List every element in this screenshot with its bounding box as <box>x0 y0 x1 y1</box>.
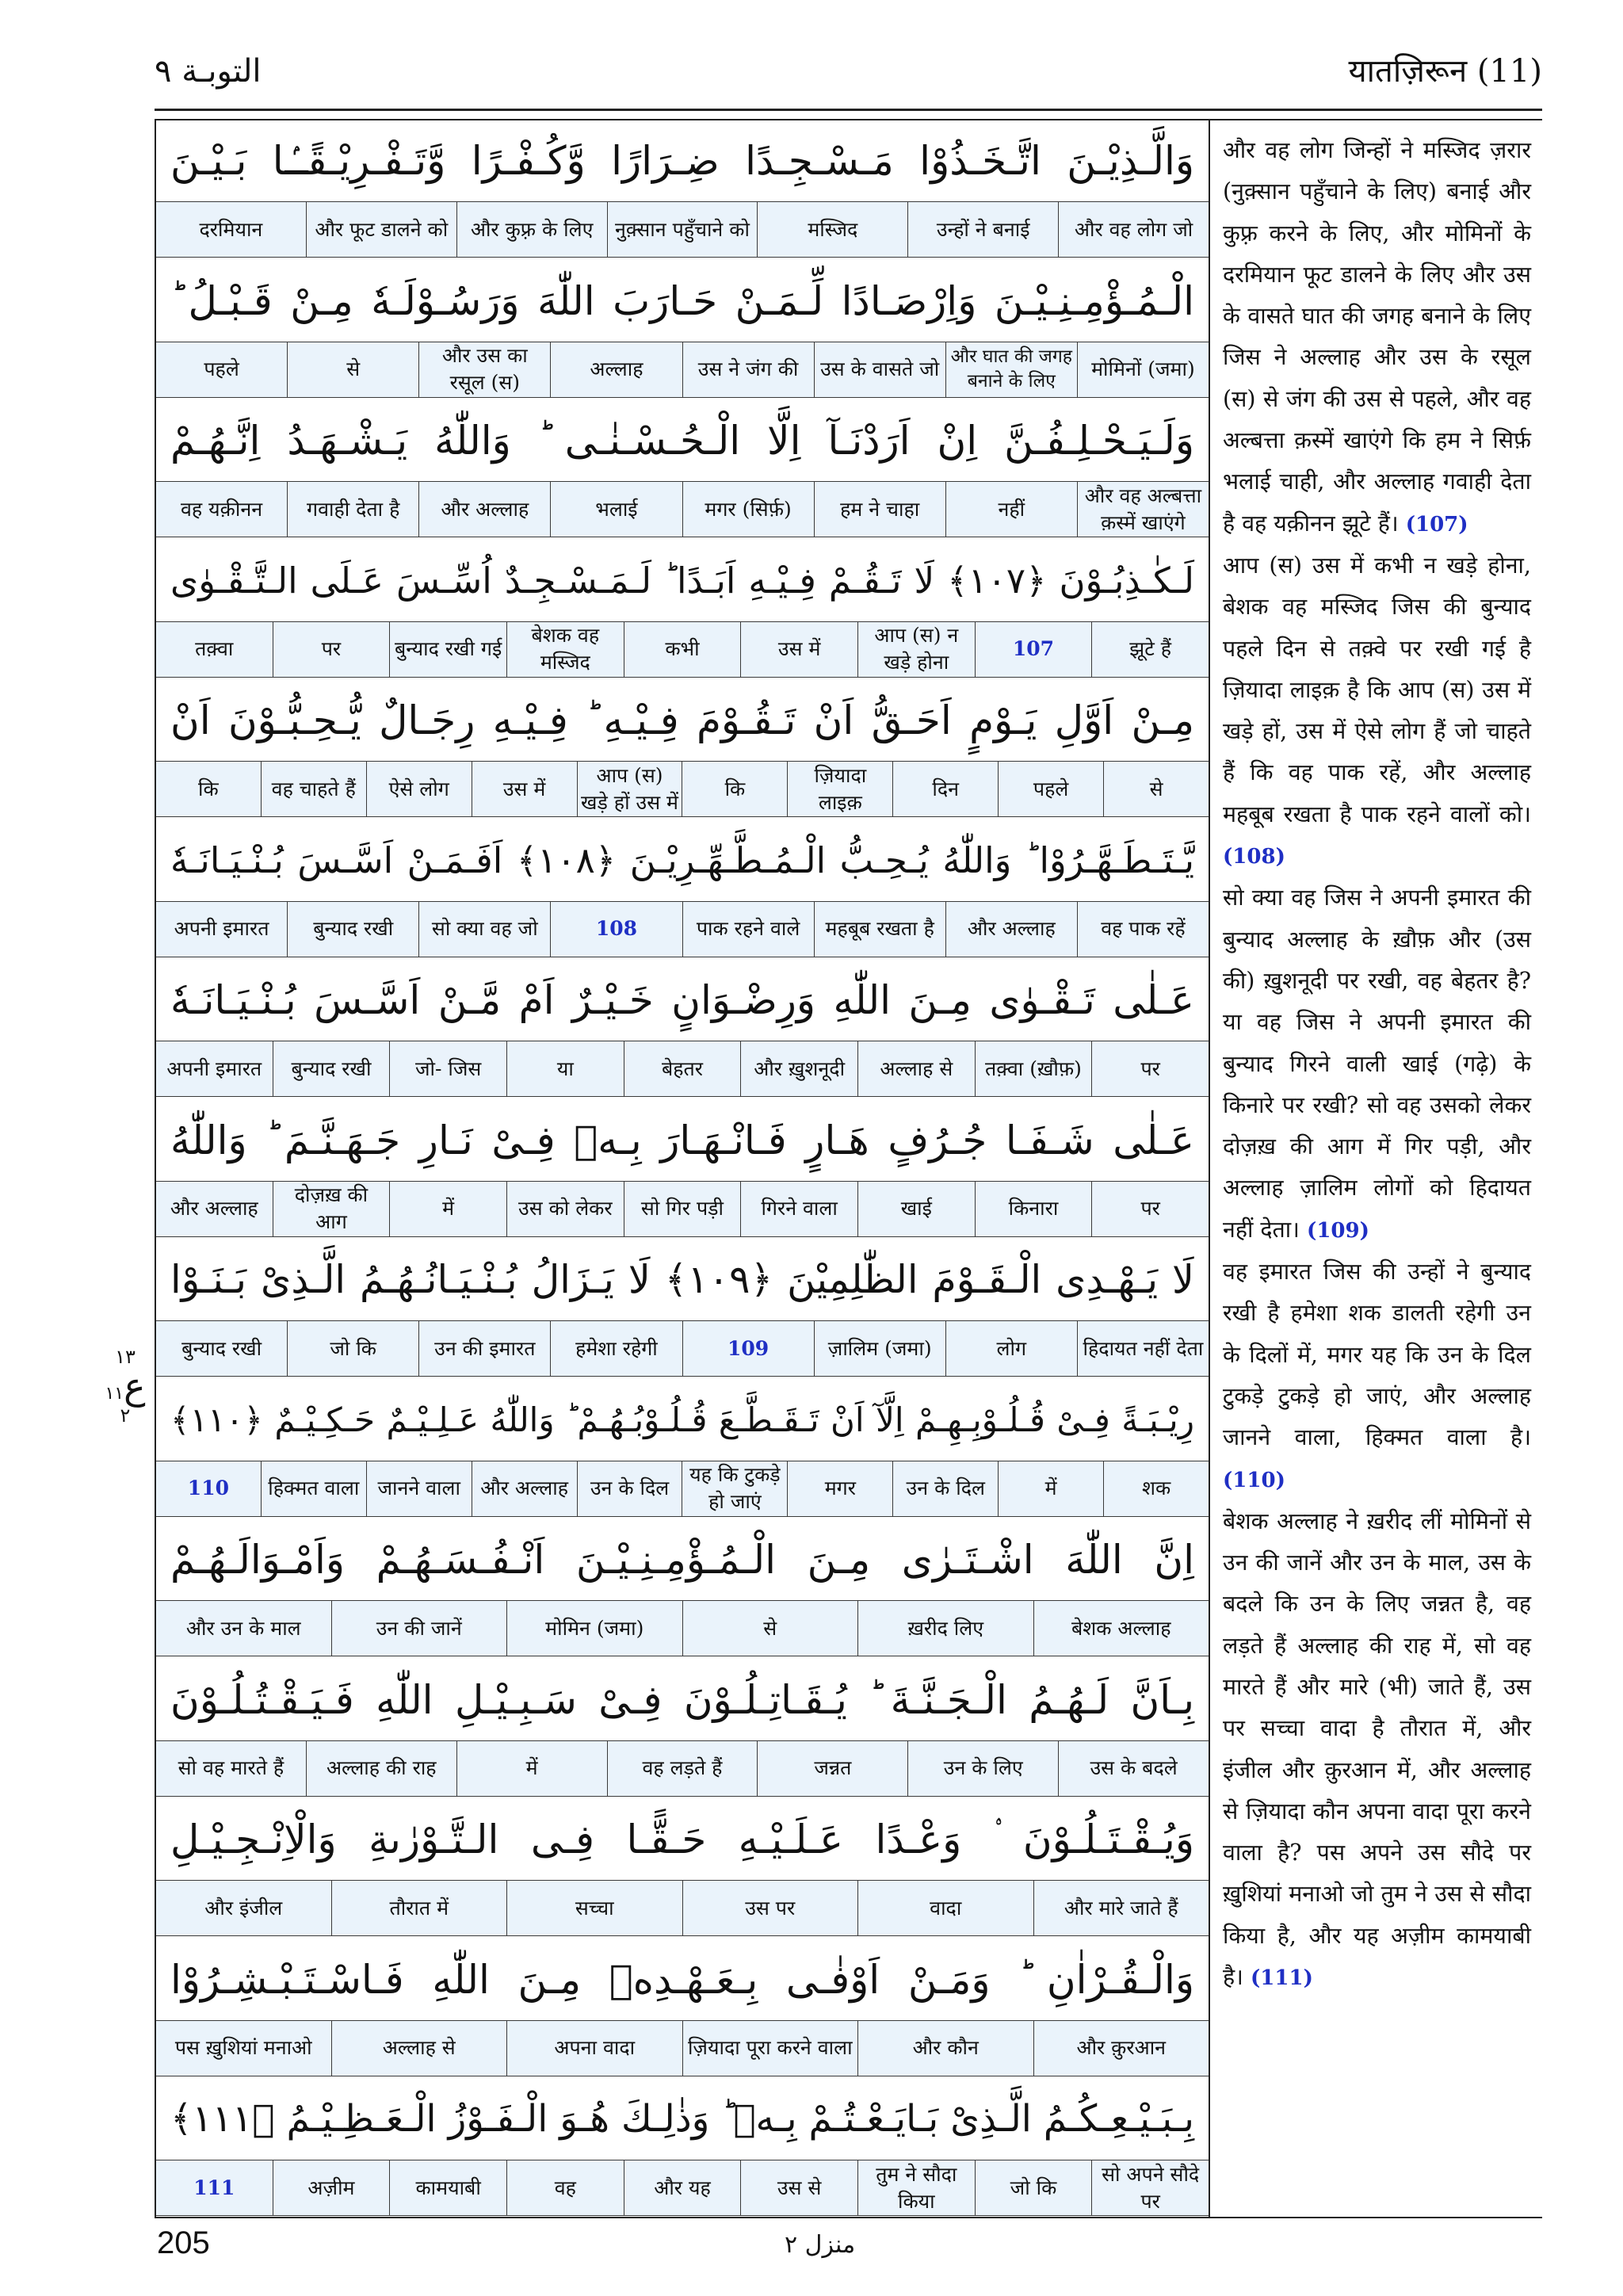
word-cell: पर <box>1091 1041 1209 1096</box>
word-cell: जानने वाला <box>366 1461 472 1516</box>
ruku-bottom-number: ١١ <box>105 1384 124 1404</box>
word-cell: सो गिर पड़ी <box>624 1182 741 1236</box>
word-cell: उस को लेकर <box>506 1182 624 1236</box>
verse-line-block <box>156 960 1209 1100</box>
verse-line-block <box>156 820 1209 961</box>
page-number: 205 <box>157 2225 210 2260</box>
translation-verse-number: (110) <box>1223 1468 1285 1492</box>
arabic-line: لَـكٰـذِبُـوْنَ ﴿١٠٧﴾ لَا تَـقُـمْ فِـيْـهِ اَبَـدًا ؕ لَـمَـسْـجِـدٌ اُسِّـسَ عَـلَى الـتَّـقْـوٰى <box>156 541 1209 621</box>
word-cell: हिदायत नहीं देता <box>1077 1321 1209 1376</box>
word-cell: उन की जानें <box>331 1601 507 1656</box>
word-cell: और उन के माल <box>185 1616 301 1640</box>
word-cell: हिक्मत वाला <box>261 1461 366 1516</box>
word-cell: अल्लाह की राह <box>306 1741 456 1796</box>
word-cell: में <box>998 1461 1103 1516</box>
word-cell: कभी <box>624 622 741 677</box>
word-cell: पस ख़ुशियां मनाओ <box>174 2036 312 2060</box>
word-cell: से <box>287 342 418 397</box>
verse-number-cell: 107 <box>975 622 1092 677</box>
word-cell: यह कि टुकड़े हो जाएं <box>682 1461 787 1516</box>
word-cell: सच्चा <box>506 1881 682 1935</box>
manzil-label: منزل ٢ <box>785 2231 856 2259</box>
arabic-line: يَّـتَـطَـهَّـرُوْا ؕ وَاللّٰهُ يُـحِـبُّ الْـمُـطَّـهِّـرِيْـنَ ﴿١٠٨﴾ اَفَـمَـنْ اَسَّـسَ بُـنْـيَـانَـهٗ <box>156 820 1209 901</box>
word-cell: सो क्या वह जो <box>418 902 550 957</box>
word-cell: शक <box>1103 1461 1209 1516</box>
word-cell: लोग <box>945 1321 1077 1376</box>
word-cell: वह यक़ीनन <box>181 497 263 521</box>
word-cell: पहले <box>204 357 239 381</box>
word-cell: उस के वासते जो <box>814 342 945 397</box>
word-cell: में <box>389 1182 506 1236</box>
word-cell: अल्लाह से <box>857 1041 975 1096</box>
header-rule <box>155 109 1542 111</box>
verse-line-block <box>156 2079 1209 2219</box>
arabic-line: وَيُـقْـتَـلُـوْنَ ۟ وَعْـدًا عَـلَـيْـهِ حَـقًّـا فِـى الـتَّـوْرٰىةِ وَالْاِنْـجِـيْـلِ <box>156 1799 1209 1880</box>
word-cell: और अल्लाह <box>945 902 1077 957</box>
word-cell: ज़ालिम (जमा) <box>814 1321 945 1376</box>
arabic-line: بِـاَنَّ لَـهُـمُ الْـجَـنَّـةَ ؕ يُـقَـاتِـلُـوْنَ فِـىْ سَـبِـيْـلِ اللّٰهِ فَـيَـقْـتُـلُـوْنَ <box>156 1660 1209 1740</box>
ruku-top-number: ١٣ <box>115 1346 136 1368</box>
word-cell: तक़्वा <box>195 637 234 661</box>
word-cell: सो अपने सौदे पर <box>1091 2160 1209 2215</box>
arabic-line: وَالْـقُـرْاٰنِ ؕ وَمَـنْ اَوْفٰـى بِـعَـهْـدِهٖ مِـنَ اللّٰهِ فَـاسْـتَـبْـشِـرُوْا <box>156 1939 1209 2020</box>
verse-line-block <box>156 1240 1209 1380</box>
word-cell: मगर (सिर्फ़) <box>682 482 814 537</box>
word-cell: और कुफ़्र के लिए <box>456 202 607 257</box>
word-cell: और घात की जगह बनाने के लिए <box>945 342 1077 397</box>
ruku-count: ٢ <box>120 1404 131 1427</box>
word-cell: अल्लाह से <box>331 2021 507 2076</box>
word-cell: महबूब रखता है <box>814 902 945 957</box>
word-cell: से <box>1103 762 1209 816</box>
word-cell: और फूट डालने को <box>306 202 456 257</box>
arabic-line: رِيْـبَـةً فِـىْ قُـلُـوْبِـهِـمْ اِلَّآ اَنْ تَـقَـطَّـعَ قُـلُـوْبُـهُـمْ ؕ وَاللّٰهُ عَـلِـيْـمٌ حَـكِـيْـمٌ ﴿١١٠﴾ <box>156 1380 1209 1461</box>
quran-text-panel <box>155 119 1209 2218</box>
word-cell: ऐसे लोग <box>366 762 472 816</box>
arabic-line: عَـلٰى شَـفَـا جُـرُفٍ هَـارٍ فَـانْـهَـارَ بِـهٖ فِـىْ نَـارِ جَـهَـنَّـمَ ؕ وَاللّٰهُ <box>156 1100 1209 1181</box>
word-translation-row <box>156 761 1209 817</box>
word-cell: बुन्याद रखी <box>181 1336 262 1360</box>
arabic-line: مِـنْ اَوَّلِ يَـوْمٍ اَحَـقُّ اَنْ تَـقُـوْمَ فِـيْـهِ ؕ فِـيْـهِ رِجَـالٌ يُّـحِـبُّـوْنَ اَنْ <box>156 680 1209 761</box>
juz-header: यातज़िरून (11) <box>1348 53 1542 90</box>
word-cell: और अल्लाह <box>418 482 550 537</box>
word-translation-row <box>156 481 1209 537</box>
verse-line-block <box>156 1799 1209 1939</box>
word-cell: और मारे जाते हैं <box>1033 1881 1209 1935</box>
word-cell: ज़ियादा लाइक़ <box>787 762 892 816</box>
word-cell: बुन्याद रखी <box>273 1041 390 1096</box>
arabic-line: وَالَّـذِيْـنَ اتَّـخَـذُوْا مَـسْـجِـدًا ضِـرَارًا وَّكُـفْـرًا وَّتَـفْـرِيْـقًـۢا بَـيْـنَ <box>156 120 1209 201</box>
word-cell: दरमियान <box>199 217 263 241</box>
word-cell: और अल्लाह <box>170 1197 258 1221</box>
ruku-marker <box>101 1347 149 1425</box>
verse-line-block <box>156 1100 1209 1240</box>
word-cell: उस में <box>472 762 577 816</box>
word-cell: जो कि <box>287 1321 418 1376</box>
word-cell: मस्जिद <box>757 202 907 257</box>
word-cell: और इंजील <box>204 1896 283 1920</box>
word-cell: मोमिनों (जमा) <box>1077 342 1209 397</box>
verse-line-block <box>156 400 1209 541</box>
word-cell: झूटे हैं <box>1091 622 1209 677</box>
word-cell: जो कि <box>975 2160 1092 2215</box>
word-cell: कि <box>198 777 219 800</box>
verse-line-block <box>156 261 1209 401</box>
word-cell: जन्नत <box>757 1741 907 1796</box>
word-translation-row <box>156 1461 1209 1517</box>
word-cell: अपनी इमारत <box>174 917 269 941</box>
word-cell: और उस का रसूल (स) <box>418 342 550 397</box>
word-cell: कामयाबी <box>389 2160 506 2215</box>
word-translation-row <box>156 342 1209 398</box>
word-cell: भलाई <box>550 482 682 537</box>
translation-text: सो क्या वह जिस ने अपनी इमारत की बुन्याद अल्लाह के ख़ौफ़ और (उस की) ख़ुशनूदी पर रखी, वह बेहतर है? या वह जिस ने अपनी इमारत की बुन्याद गिरने वाली खाई (गढ़े) के किनारे पर रखी? सो वह उसको लेकर दोज़ख़ की आग में गिर पड़ी, और अल्लाह ज़ालिम लोगों को हिदायत नहीं देता। <box>1223 884 1531 1243</box>
word-cell: से <box>682 1601 858 1656</box>
surah-header: التوبـة ٩ <box>155 53 262 90</box>
word-cell: उन के लिए <box>907 1741 1058 1796</box>
verse-number-cell: 111 <box>193 2176 235 2199</box>
translation-verse-number: (108) <box>1223 845 1285 869</box>
word-cell: आप (स) न खड़े होना <box>857 622 975 677</box>
word-cell: खाई <box>857 1182 975 1236</box>
verse-line-block <box>156 1660 1209 1800</box>
verse-number-cell: 109 <box>682 1321 814 1376</box>
word-cell: दोज़ख़ की आग <box>273 1182 390 1236</box>
verse-line-block <box>156 1380 1209 1520</box>
word-cell: उस से <box>740 2160 857 2215</box>
word-cell: बेहतर <box>624 1041 741 1096</box>
word-translation-row <box>156 201 1209 258</box>
word-cell: या <box>506 1041 624 1096</box>
ruku-mark <box>101 1365 149 1408</box>
word-cell: बुन्याद रखी <box>287 902 418 957</box>
word-cell: और क़ुरआन <box>1033 2021 1209 2076</box>
word-cell: और वह अल्बत्ता क़स्में खाएंगे <box>1077 482 1209 537</box>
translation-verse-number: (107) <box>1405 512 1468 537</box>
word-translation-row <box>156 1320 1209 1377</box>
arabic-line: اِنَّ اللّٰهَ اشْـتَـرٰى مِـنَ الْـمُـؤْمِـنِـيْـنَ اَنْـفُـسَـهُـمْ وَاَمْـوَالَـهُـمْ <box>156 1519 1209 1600</box>
word-cell: तक़्वा (ख़ौफ़) <box>975 1041 1092 1096</box>
word-cell: पहले <box>998 762 1103 816</box>
translation-panel <box>1209 119 1542 2218</box>
arabic-line: عَـلٰى تَـقْـوٰى مِـنَ اللّٰهِ وَرِضْـوَانٍ خَـيْـرٌ اَمْ مَّـنْ اَسَّـسَ بُـنْـيَـانَـهٗ <box>156 960 1209 1041</box>
word-cell: बेशक वह मस्जिद <box>506 622 624 677</box>
word-cell: और वह लोग जो <box>1058 202 1209 257</box>
word-cell: ख़रीद लिए <box>857 1601 1033 1656</box>
verse-line-block <box>156 541 1209 681</box>
word-cell: पर <box>1091 1182 1209 1236</box>
translation-verse-number: (111) <box>1251 1966 1313 1991</box>
word-cell: वह लड़ते हैं <box>607 1741 758 1796</box>
word-cell: नहीं <box>945 482 1077 537</box>
translation-verse-number: (109) <box>1307 1218 1369 1243</box>
word-cell: उस ने जंग की <box>682 342 814 397</box>
word-translation-row <box>156 1740 1209 1797</box>
word-cell: और यह <box>624 2160 741 2215</box>
word-cell: उस पर <box>682 1881 858 1935</box>
word-translation-row <box>156 1181 1209 1237</box>
word-cell: उस के बदले <box>1058 1741 1209 1796</box>
word-translation-row <box>156 1880 1209 1936</box>
word-cell: अल्लाह <box>550 342 682 397</box>
word-cell: पर <box>273 622 390 677</box>
word-cell: गवाही देता है <box>287 482 418 537</box>
word-translation-row <box>156 2160 1209 2216</box>
word-cell: किनारा <box>975 1182 1092 1236</box>
verse-line-block <box>156 1939 1209 2080</box>
verse-line-block <box>156 680 1209 820</box>
word-cell: अपनी इमारत <box>166 1056 262 1080</box>
verse-line-block <box>156 1519 1209 1660</box>
word-cell: उन की इमारत <box>418 1321 550 1376</box>
word-cell: अपना वादा <box>506 2021 682 2076</box>
word-cell: कि <box>682 762 787 816</box>
word-cell: जो- जिस <box>389 1041 506 1096</box>
word-cell: पाक रहने वाले <box>682 902 814 957</box>
arabic-line: وَلَـيَـحْـلِـفُـنَّ اِنْ اَرَدْنَـآ اِلَّا الْـحُـسْـنٰـى ؕ وَاللّٰهُ يَـشْـهَـدُ اِنَّـهُـمْ <box>156 400 1209 481</box>
word-cell: अज़ीम <box>273 2160 390 2215</box>
word-cell: सो वह मारते हैं <box>178 1756 285 1780</box>
word-cell: बेशक अल्लाह <box>1033 1601 1209 1656</box>
arabic-line: لَا يَـهْـدِى الْـقَـوْمَ الظّٰلِمِيْنَ ﴿١٠٩﴾ لَا يَـزَالُ بُـنْـيَـانُـهُـمُ الَّـذِىْ بَـنَـوْا <box>156 1240 1209 1320</box>
word-cell: मोमिन (जमा) <box>506 1601 682 1656</box>
ruku-ain: ع <box>124 1365 146 1408</box>
word-translation-row <box>156 2020 1209 2076</box>
word-cell: नुक़्सान पहुँचाने को <box>607 202 758 257</box>
word-cell: और कौन <box>857 2021 1033 2076</box>
word-cell: और अल्लाह <box>472 1461 577 1516</box>
word-cell: दिन <box>892 762 998 816</box>
word-cell: उन के दिल <box>892 1461 998 1516</box>
word-cell: आप (स) खड़े हों उस में <box>577 762 682 816</box>
word-translation-row <box>156 901 1209 957</box>
word-cell: तौरात में <box>331 1881 507 1935</box>
verse-number-cell: 110 <box>187 1477 229 1500</box>
word-cell: उन्हों ने बनाई <box>907 202 1058 257</box>
word-cell: बुन्याद रखी गई <box>389 622 506 677</box>
arabic-line: بِـبَـيْـعِـكُـمُ الَّـذِىْ بَـايَـعْـتُـمْ بِـهٖ ؕ وَذٰلِـكَ هُـوَ الْـفَـوْزُ الْـعَـظِـيْـمُ ﴿١١١﴾ <box>156 2079 1209 2160</box>
word-cell: ज़ियादा पूरा करने वाला <box>682 2021 858 2076</box>
word-cell: मगर <box>787 1461 892 1516</box>
word-cell: में <box>456 1741 607 1796</box>
word-cell: तुम ने सौदा किया <box>857 2160 975 2215</box>
word-cell: वह चाहते हैं <box>261 762 366 816</box>
verse-line-block <box>156 120 1209 261</box>
word-cell: उस में <box>740 622 857 677</box>
verse-number-cell: 108 <box>550 902 682 957</box>
word-cell: वह पाक रहें <box>1077 902 1209 957</box>
translation-text: वह इमारत जिस की उन्हों ने बुन्याद रखी है हमेशा शक डालती रहेगी उन के दिलों में, मगर यह कि उन के दिल टुकड़े टुकड़े हो जाएं, और अल्लाह जानने वाला, हिक्मत वाला है। <box>1223 1259 1531 1451</box>
word-cell: वादा <box>857 1881 1033 1935</box>
arabic-line: الْـمُـؤْمِـنِـيْـنَ وَاِرْصَـادًا لِّـمَـنْ حَـارَبَ اللّٰهَ وَرَسُـوْلَـهٗ مِـنْ قَـبْـلُ ؕ <box>156 261 1209 342</box>
word-cell: गिरने वाला <box>740 1182 857 1236</box>
translation-text: आप (स) उस में कभी न खड़े होना, बेशक वह मस्जिद जिस की बुन्याद पहले दिन से तक़्वे पर रखी गई है ज़ियादा लाइक़ है कि आप (स) उस में खड़े हों, उस में ऐसे लोग हैं जो चाहते हैं कि वह पाक रहें, और अल्लाह महबूब रखता है पाक रहने वालों को। <box>1223 552 1531 827</box>
translation-text: और वह लोग जिन्हों ने मस्जिद ज़रार (नुक़्सान पहुँचाने के लिए) बनाई और कुफ़्र करने के लिए, और मोमिनों के दरमियान फूट डालने के लिए और उस के वासते घात की जगह बनाने के लिए जिस ने अल्लाह और उस के रसूल (स) से जंग की उस से पहले, और वह अल्बत्ता क़स्में खाएंगे कि हम ने सिर्फ़ भलाई चाही, और अल्लाह गवाही देता है वह यक़ीनन झूटे हैं। <box>1223 137 1531 537</box>
word-cell: वह <box>506 2160 624 2215</box>
word-translation-row <box>156 621 1209 678</box>
translation-text: बेशक अल्लाह ने ख़रीद लीं मोमिनों से उन की जानें और उन के माल, उस के बदले कि उन के लिए जन्नत है, वह लड़ते हैं अल्लाह की राह में, सो वह मारते हैं और मारे (भी) जाते हैं, उस पर सच्चा वादा है तौरात में, और इंजील और क़ुरआन में, और अल्लाह से ज़ियादा कौन अपना वादा पूरा करने वाला है? पस अपने उस सौदे पर ख़ुशियां मनाओ जो तुम ने उस से सौदा किया है, और यह अज़ीम कामयाबी है। <box>1223 1507 1531 1991</box>
word-cell: उन के दिल <box>577 1461 682 1516</box>
word-translation-row <box>156 1600 1209 1656</box>
word-cell: और ख़ुशनूदी <box>740 1041 857 1096</box>
word-cell: हम ने चाहा <box>814 482 945 537</box>
word-translation-row <box>156 1041 1209 1097</box>
word-cell: हमेशा रहेगी <box>550 1321 682 1376</box>
